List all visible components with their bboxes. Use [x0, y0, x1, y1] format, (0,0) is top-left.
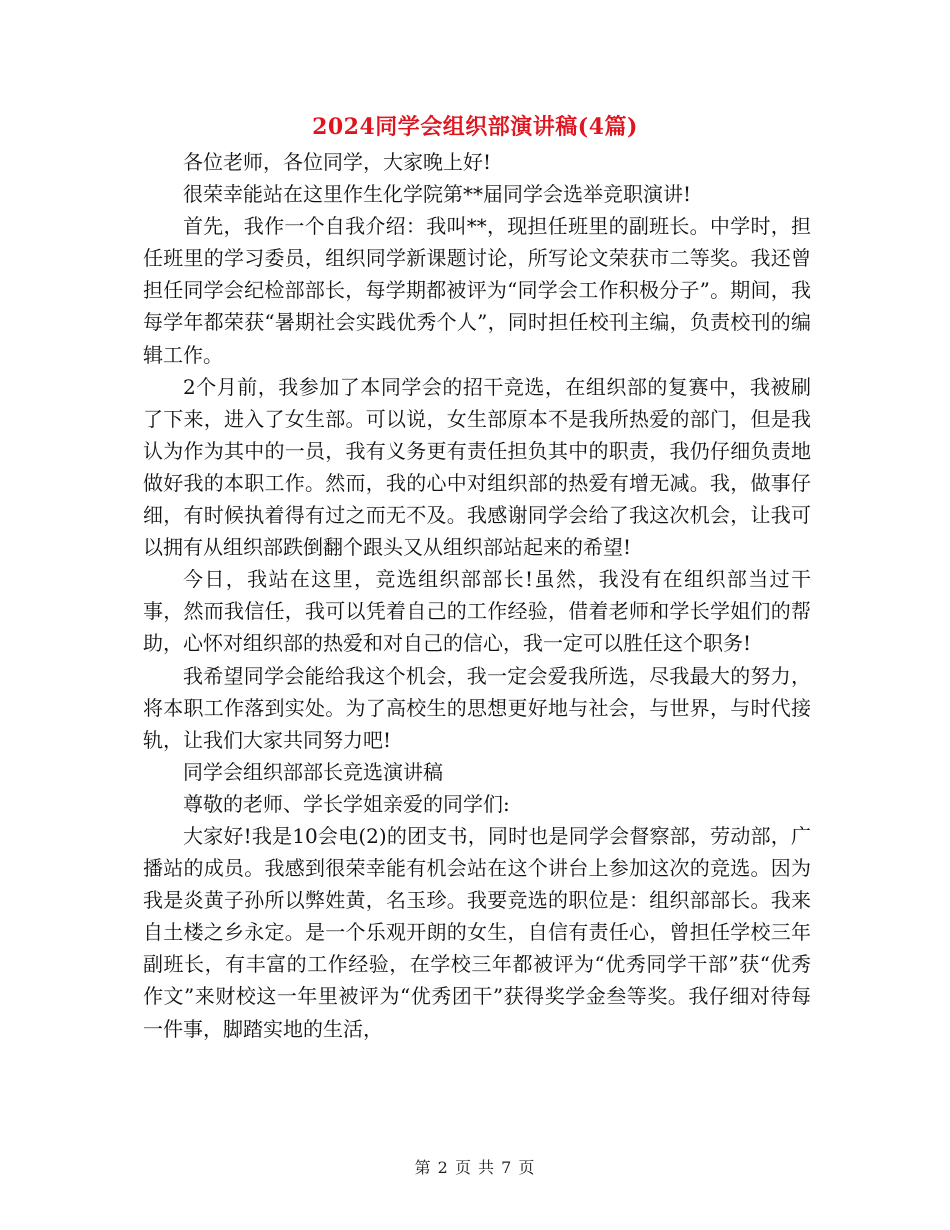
- paragraph-self-introduction: 首先，我作一个自我介绍：我叫**，现担任班里的副班长。中学时，担任班里的学习委员，组织同学新课题讨论，所写论文荣获市二等奖。我还曾担任同学会纪检部部长，每学期都被评为“同学会工作积极分子”。期间，我每学年都荣获“暑期社会实践优秀个人”，同时担任校刊主编，负责校刊的编辑工作。: [143, 214, 811, 367]
- paragraph-greeting: 各位老师，各位同学，大家晚上好!: [183, 150, 492, 174]
- paragraph-campaign: 今日，我站在这里，竞选组织部部长!虽然，我没有在组织部当过干事，然而我信任，我可以凭着自己的工作经验，借着老师和学长学姐们的帮助，心怀对组织部的热爱和对自己的信心，我一定可以胜任这个职务!: [143, 567, 811, 656]
- paragraph-speech-body: 大家好!我是10会电(2)的团支书，同时也是同学会督察部，劳动部，广播站的成员。我感到很荣幸能有机会站在这个讲台上参加这次的竞选。因为我是炎黄子孙所以弊姓黄，名玉珍。我要竞选的职位是：组织部部长。我来自土楼之乡永定。是一个乐观开朗的女生，自信有责任心，曾担任学校三年副班长，有丰富的工作经验，在学校三年都被评为“优秀同学干部”获“优秀作文”来财校这一年里被评为“优秀团干”获得奖学金叁等奖。我仔细对待每一件事，脚踏实地的生活，: [143, 823, 811, 1041]
- section-heading: 同学会组织部部长竞选演讲稿: [183, 759, 443, 784]
- paragraph-salutation: 尊敬的老师、学长学姐亲爱的同学们:: [183, 791, 510, 816]
- paragraph-intro: 很荣幸能站在这里作生化学院第**届同学会选举竞职演讲!: [183, 182, 692, 207]
- document-title: 2024同学会组织部演讲稿(4篇): [312, 114, 638, 140]
- paragraph-closing: 我希望同学会能给我这个机会，我一定会爱我所选，尽我最大的努力，将本职工作落到实处。为了高校生的思想更好地与社会，与世界，与时代接轨，让我们大家共同努力吧!: [143, 663, 811, 752]
- paragraph-experience: 2个月前，我参加了本同学会的招干竞选，在组织部的复赛中，我被刷了下来，进入了女生部。可以说，女生部原本不是我所热爱的部门，但是我认为作为其中的一员，我有义务更有责任担负其中的职责，我仍仔细负责地做好我的本职工作。然而，我的心中对组织部的热爱有增无减。我，做事仔细，有时候执着得有过之而无不及。我感谢同学会给了我这次机会，让我可以拥有从组织部跌倒翻个跟头又从组织部站起来的希望!: [143, 374, 811, 560]
- page-number-footer: 第 2 页 共 7 页: [414, 1158, 536, 1177]
- document-body: [143, 146, 811, 1045]
